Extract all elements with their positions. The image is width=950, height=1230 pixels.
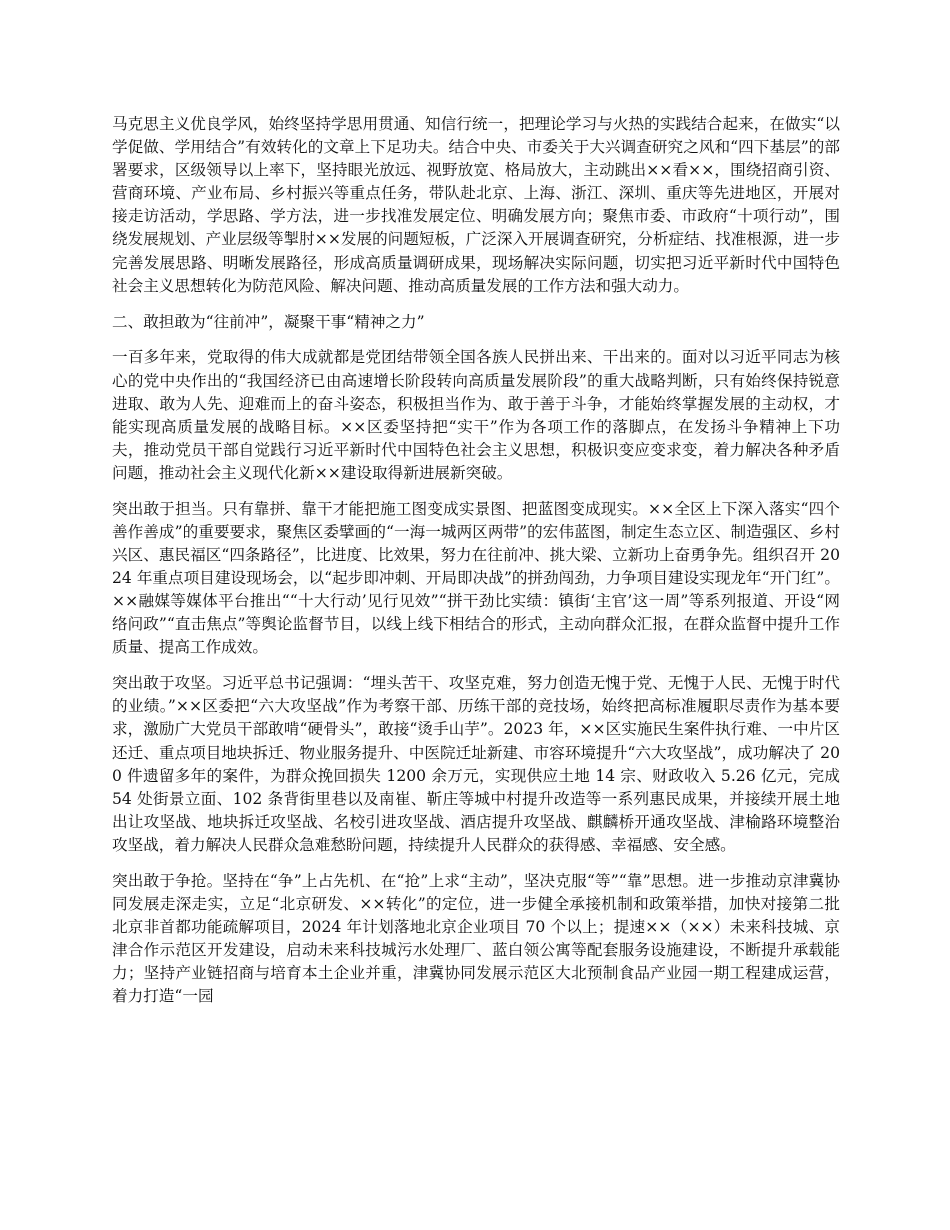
section-heading-2: 二、敢担敢为“往前冲”，凝聚干事“精神之力” [112,312,425,331]
paragraph-dare-to-compete: 突出敢于争抢。坚持在“争”上占先机、在“抢”上求“主动”，坚决克服“等”“靠”思想。进一步推动京津冀协同发展走深走实，立足“北京研发、××转化”的定位，进一步健全承接机制和政策举措，加快对接第二批北京非首都功能疏解项目，2024 年计划落地北京企业项目 70 个以上；提速××（××）未来科技城、京津合作示范区开发建设，启动未来科技城污水处理厂、蓝白领公寓等配套服务设施建设，不断提升承载能力；坚持产业链招商与培育本土企业并重，津冀协同发展示范区大北预制食品产业园一期工程建成运营，着力打造“一园 [112,871,840,1006]
document-body [112,113,840,1021]
paragraph-party-achievements: 一百多年来，党取得的伟大成就都是党团结带领全国各族人民拼出来、干出来的。面对以习近平同志为核心的党中央作出的“我国经济已由高速增长阶段转向高质量发展阶段”的重大战略判断，只有始终保持锐意进取、敢为人先、迎难而上的奋斗姿态，积极担当作为、敢于善于斗争，才能始终掌握发展的主动权，才能实现高质量发展的战略目标。××区委坚持把“实干”作为各项工作的落脚点，在发扬斗争精神上下功夫，推动党员干部自觉践行习近平新时代中国特色社会主义思想，积极识变应变求变，着力解决各种矛盾问题，推动社会主义现代化新××建设取得新进展新突破。 [112,348,840,482]
paragraph-dare-to-tackle: 突出敢于攻坚。习近平总书记强调：“埋头苦干、攻坚克难，努力创造无愧于党、无愧于人民、无愧于时代的业绩。”××区委把“六大攻坚战”作为考察干部、历练干部的竞技场，始终把高标准履职尽责作为基本要求，激励广大党员干部敢啃“硬骨头”，敢接“烫手山芋”。2023 年，××区实施民生案件执行难、一中片区还迁、重点项目地块拆迁、物业服务提升、中医院迁址新建、市容环境提升“六大攻坚战”，成功解决了 200 件遗留多年的案件，为群众挽回损失 1200 余万元，实现供应土地 14 宗、财政收入 5.26 亿元，完成 54 处街景立面、102 条背街里巷以及南崔、靳庄等城中村提升改造等一系列惠民成果，并接续开展土地出让攻坚战、地块拆迁攻坚战、名校引进攻坚战、酒店提升攻坚战、麒麟桥开通攻坚战、津榆路环境整治攻坚战，着力解决人民群众急难愁盼问题，持续提升人民群众的获得感、幸福感、安全感。 [112,674,840,854]
paragraph-dare-to-take-responsibility: 突出敢于担当。只有靠拼、靠干才能把施工图变成实景图、把蓝图变成现实。××全区上下深入落实“四个善作善成”的重要要求，聚焦区委擘画的“一海一城两区两带”的宏伟蓝图，制定生态立区、制造强区、乡村兴区、惠民福区“四条路径”，比进度、比效果，努力在往前冲、挑大梁、立新功上奋勇争先。组织召开 2024 年重点项目建设现场会，以“起步即冲刺、开局即决战”的拼劲闯劲，力争项目建设实现龙年“开门红”。××融媒等媒体平台推出““十大行动’见行见效”“拼干劲比实绩：镇街‘主官’这一周”等系列报道、开设“网络问政”“直击焦点”等舆论监督节目，以线上线下相结合的形式，主动向群众汇报，在群众监督中提升工作质量、提高工作成效。 [112,499,840,657]
paragraph-study-style: 马克思主义优良学风，始终坚持学思用贯通、知信行统一，把理论学习与火热的实践结合起来，在做实“以学促做、学用结合”有效转化的文章上下足功夫。结合中央、市委关于大兴调查研究之风和“四下基层”的部署要求，区级领导以上率下，坚持眼光放远、视野放宽、格局放大，主动跳出××看××，围绕招商引资、营商环境、产业布局、乡村振兴等重点任务，带队赴北京、上海、浙江、深圳、重庆等先进地区，开展对接走访活动，学思路、学方法，进一步找准发展定位、明确发展方向；聚焦市委、市政府“十项行动”，围绕发展规划、产业层级等掣肘××发展的问题短板，广泛深入开展调查研究，分析症结、找准根源，进一步完善发展思路、明晰发展路径，形成高质量调研成果，现场解决实际问题，切实把习近平新时代中国特色社会主义思想转化为防范风险、解决问题、推动高质量发展的工作方法和强大动力。 [112,115,840,295]
